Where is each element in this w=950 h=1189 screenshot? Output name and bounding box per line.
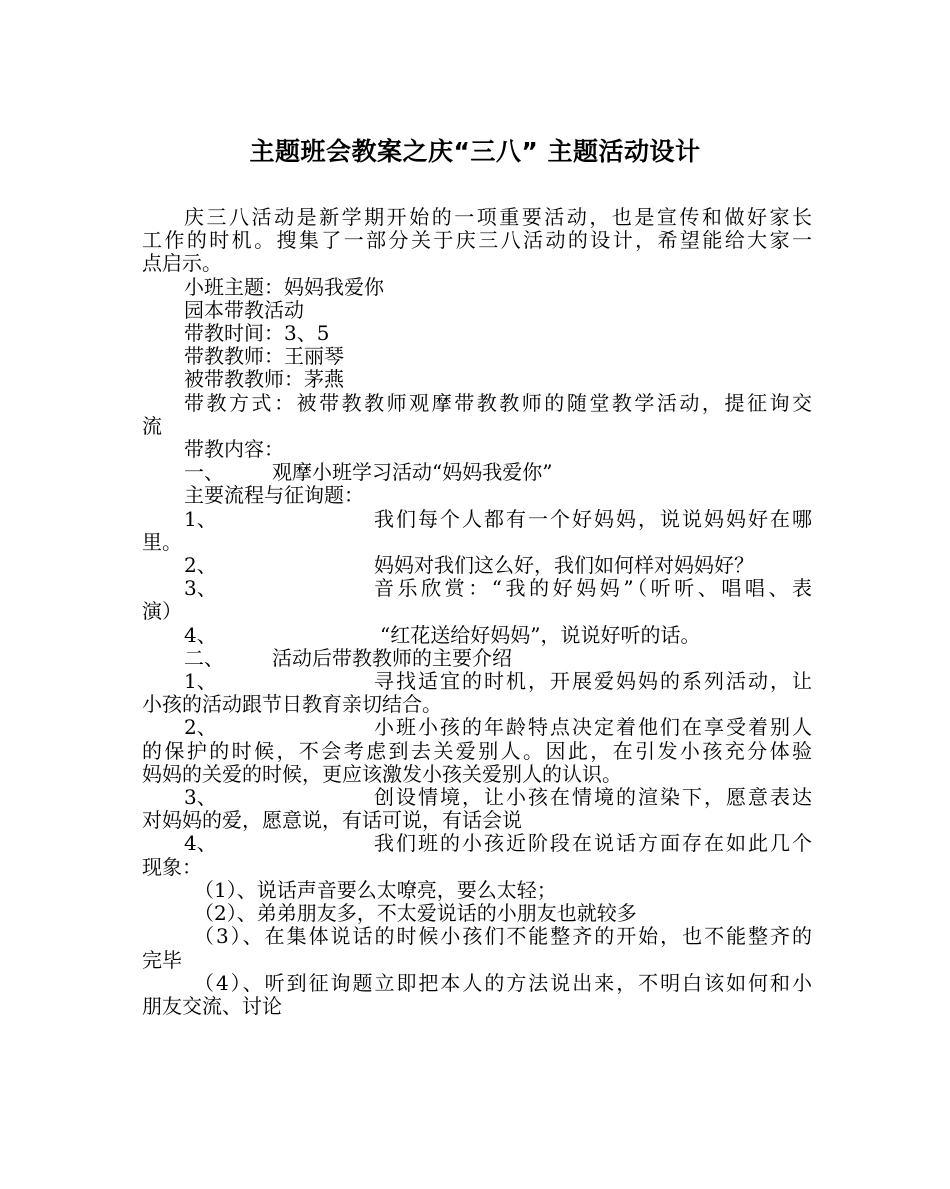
phenomenon-item: （3）、在集体说话的时候小孩们不能整齐的开始，也不能整齐的	[194, 924, 812, 949]
list-item-cont: 对妈妈的爱，愿意说，有话可说，有话会说	[142, 808, 522, 833]
section-heading: 二、 活动后带教教师的主要介绍	[184, 645, 512, 670]
list-item: 3、 音乐欣赏：“我的好妈妈”（听听、唱唱、表	[184, 576, 812, 601]
list-item-cont: 演）	[142, 599, 182, 624]
activity-name: 园本带教活动	[184, 297, 304, 322]
mentor-teacher: 带教教师：王丽琴	[184, 344, 344, 369]
list-item: 4、 我们班的小孩近阶段在说话方面存在如此几个	[184, 831, 812, 856]
process-heading: 主要流程与征询题：	[184, 483, 364, 508]
class-theme: 小班主题：妈妈我爱你	[184, 274, 384, 299]
page-title: 主题班会教案之庆“三八” 主题活动设计	[249, 137, 701, 166]
list-item-cont: 小孩的活动跟节日教育亲切结合。	[142, 692, 442, 717]
list-item-cont: 里。	[142, 529, 182, 554]
phenomenon-item-cont: 朋友交流、讨论	[142, 993, 282, 1018]
section-heading: 一、 观摩小班学习活动“妈妈我爱你”	[184, 460, 553, 485]
teaching-content: 带教内容：	[184, 437, 284, 462]
list-item: 2、 小班小孩的年龄特点决定着他们在享受着别人	[184, 715, 812, 740]
list-item: 1、 寻找适宜的时机，开展爱妈妈的系列活动，让	[184, 669, 812, 694]
phenomenon-item: （2）、弟弟朋友多，不太爱说话的小朋友也就较多	[194, 901, 637, 926]
intro-line: 点启示。	[142, 251, 222, 276]
list-item: 2、 妈妈对我们这么好，我们如何样对妈妈好？	[184, 553, 754, 578]
list-item-cont: 的保护的时候，不会考虑到去关爱别人。因此，在引发小孩充分体验	[142, 738, 812, 763]
phenomenon-item: （1）、说话声音要么太嘹亮，要么太轻；	[194, 877, 557, 902]
document-body	[142, 206, 812, 1018]
list-item-cont: 现象：	[142, 854, 202, 879]
list-item: 3、 创设情境，让小孩在情境的渲染下，愿意表达	[184, 785, 812, 810]
teaching-method-cont: 流	[142, 413, 162, 438]
intro-line: 庆三八活动是新学期开始的一项重要活动，也是宣传和做好家长	[184, 205, 812, 229]
teaching-method: 带教方式：被带教教师观摩带教教师的随堂教学活动，提征询交	[184, 390, 812, 415]
intro-line: 工作的时机。搜集了一部分关于庆三八活动的设计，希望能给大家一	[142, 228, 812, 253]
list-item: 4、 “红花送给好妈妈”，说说好听的话。	[184, 622, 701, 647]
trainee-teacher: 被带教教师：茅燕	[184, 367, 344, 392]
phenomenon-item-cont: 完毕	[142, 947, 182, 972]
list-item: 1、 我们每个人都有一个好妈妈，说说妈妈好在哪	[184, 506, 812, 531]
teaching-time: 带教时间：3、5	[184, 321, 330, 346]
list-item-cont: 妈妈的关爱的时候，更应该激发小孩关爱别人的认识。	[142, 761, 622, 786]
phenomenon-item: （4）、听到征询题立即把本人的方法说出来，不明白该如何和小	[194, 970, 812, 995]
